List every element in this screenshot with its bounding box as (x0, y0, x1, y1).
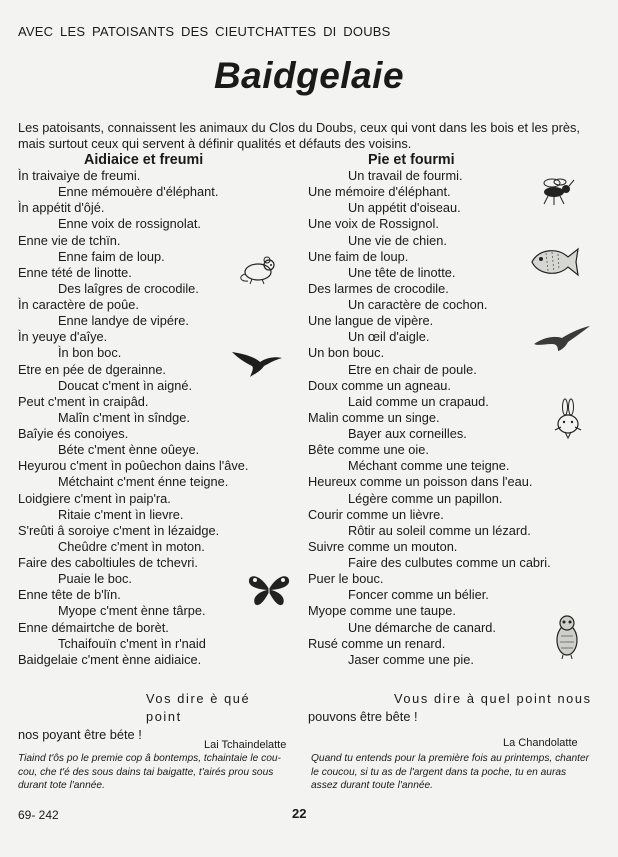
patois-line: Des laîgres de crocodile. (58, 280, 199, 296)
patois-line: Enne faim de loup. (58, 248, 165, 264)
patois-line: Ritaie c'ment ìn lievre. (58, 506, 184, 522)
french-line: Un œil d'aigle. (348, 329, 430, 345)
french-line: Myope comme une taupe. (308, 603, 456, 619)
patois-line: Cheûdre c'ment ìn moton. (58, 538, 205, 554)
patois-line: Tchaifouïn c'ment ìn r'naid (58, 635, 206, 651)
french-line: Doux comme un agneau. (308, 377, 451, 393)
butterfly-illustration (246, 570, 292, 608)
french-line: Méchant comme une teigne. (348, 458, 510, 474)
patois-line: Ìn yeuye d'aîye. (18, 329, 108, 345)
patois-line: Baidgelaie c'ment ènne aidiaice. (18, 651, 202, 667)
bee-illustration (536, 174, 578, 208)
footer-reference: 69- 242 (18, 808, 59, 822)
patois-line: Baîyie és conoiyes. (18, 426, 129, 441)
french-line: Une mémoire d'éléphant. (308, 184, 451, 200)
french-line: Légère comme un papillon. (348, 490, 503, 506)
patois-line: Enne démairtche de borèt. (18, 619, 169, 635)
patois-note: Tiaind t'ôs po le premie cop â bontemps, tchaintaie le cou-cou, che t'é des sous dains tai baigatte, t'airés prou sous durant tote l'année. (18, 753, 281, 791)
french-signature: La Chandolatte (503, 737, 578, 749)
patois-closing-line-2: nos poyant être béte ! (18, 727, 142, 742)
patois-line: Puaie le boc. (58, 571, 132, 587)
patois-line: Ìn bon boc. (58, 345, 122, 361)
french-column-title: Pie et fourmi (368, 152, 455, 168)
french-line: Heureux comme un poisson dans l'eau. (308, 474, 533, 490)
french-line: Une voix de Rossignol. (308, 216, 439, 232)
patois-closing (18, 690, 288, 744)
intro-paragraph: Les patoisants, connaissent les animaux du Clos du Doubs, ceux qui vont dans les bois et les près, mais surtout ceux qui servent à définir qualités et défauts des voisins. (18, 120, 580, 151)
patois-line: Doucat c'ment ìn aigné. (58, 377, 193, 393)
patois-line: Faire des caboltiules de tchevri. (18, 555, 198, 570)
patois-line: Loidgiere c'ment ìn paip'ra. (18, 490, 171, 506)
french-closing-line-2: pouvons être bête ! (308, 709, 418, 724)
french-line: Rusé comme un renard. (308, 635, 446, 651)
patois-line: Peut c'ment ìn craipâd. (18, 393, 149, 409)
french-line: Un appétit d'oiseau. (348, 200, 461, 216)
french-line: Une langue de vipère. (308, 313, 434, 329)
french-note: Quand tu entends pour la première fois au printemps, chanter le coucou, si tu as de l'argent dans ta poche, tu en auras assez durant toute l'année. (311, 753, 590, 791)
patois-line: Malîn c'ment ìn sîndge. (58, 409, 190, 425)
french-line: Laid comme un crapaud. (348, 393, 489, 409)
owl-illustration (552, 612, 582, 660)
french-line: Un bon bouc. (308, 345, 385, 361)
french-closing (308, 690, 598, 726)
french-line: Des larmes de crocodile. (308, 280, 449, 296)
page-number: 22 (292, 806, 307, 821)
french-line: Une vie de chien. (348, 232, 447, 248)
swallow-illustration (230, 346, 284, 378)
french-line: Rôtir au soleil comme un lézard. (348, 522, 531, 538)
french-line: Bayer aux corneilles. (348, 426, 467, 441)
patois-line: Myope c'ment ènne târpe. (58, 603, 206, 619)
french-line: Jaser comme une pie. (348, 651, 474, 667)
patois-line: S'reûti â soroiye c'ment ìn lézaidge. (18, 522, 220, 538)
french-line: Faire des culbutes comme un cabri. (348, 555, 551, 570)
page-title: Baidgelaie (213, 55, 405, 96)
french-line: Puer le bouc. (308, 571, 384, 587)
patois-line: Enne mémouère d'éléphant. (58, 184, 219, 200)
fish-illustration (528, 243, 582, 281)
patois-line: Enne tété de linotte. (18, 264, 132, 280)
french-line: Un travail de fourmi. (348, 168, 463, 183)
patois-line: Métchaint c'ment énne teigne. (58, 474, 229, 490)
patois-line: Béte c'ment ènne oûeye. (58, 442, 200, 458)
french-line: Courir comme un lièvre. (308, 506, 444, 522)
patois-signature: Lai Tchaindelatte (204, 739, 287, 751)
patois-line: Etre en pée de dgerainne. (18, 361, 166, 377)
patois-line: Ìn traivaiye de freumi. (18, 168, 141, 183)
patois-line: Heyurou c'ment ìn poûechon dains l'âve. (18, 458, 249, 474)
eagle-illustration (532, 322, 592, 352)
french-line: Foncer comme un bélier. (348, 587, 489, 603)
header-text: AVEC LES PATOISANTS DES CIEUTCHATTES DI DOUBS (18, 24, 391, 39)
patois-line: Enne voix de rossignolat. (58, 216, 201, 232)
french-line: Une tête de linotte. (348, 264, 456, 280)
french-line: Malin comme un singe. (308, 409, 440, 425)
patois-line: Enne landye de vipére. (58, 313, 189, 329)
patois-line: Ìn appétit d'ôjé. (18, 200, 105, 216)
french-line: Une faim de loup. (308, 248, 409, 264)
french-closing-line-1: Vous dire à quel point nous (394, 691, 592, 706)
french-line: Bête comme une oie. (308, 442, 429, 458)
french-line: Un caractère de cochon. (348, 297, 488, 312)
patois-closing-line-1: Vos dire è qué point (146, 691, 251, 724)
french-line: Etre en chair de poule. (348, 361, 477, 377)
rabbit-illustration (552, 398, 584, 440)
french-line: Suivre comme un mouton. (308, 538, 458, 554)
patois-line: Enne tête de b'lïn. (18, 587, 121, 603)
patois-line: Ìn caractère de poûe. (18, 297, 139, 312)
mouse-illustration (236, 252, 280, 286)
patois-column-title: Aidiaice et freumi (84, 152, 204, 168)
patois-line: Enne vie de tchïn. (18, 232, 121, 248)
french-line: Une démarche de canard. (348, 619, 496, 635)
